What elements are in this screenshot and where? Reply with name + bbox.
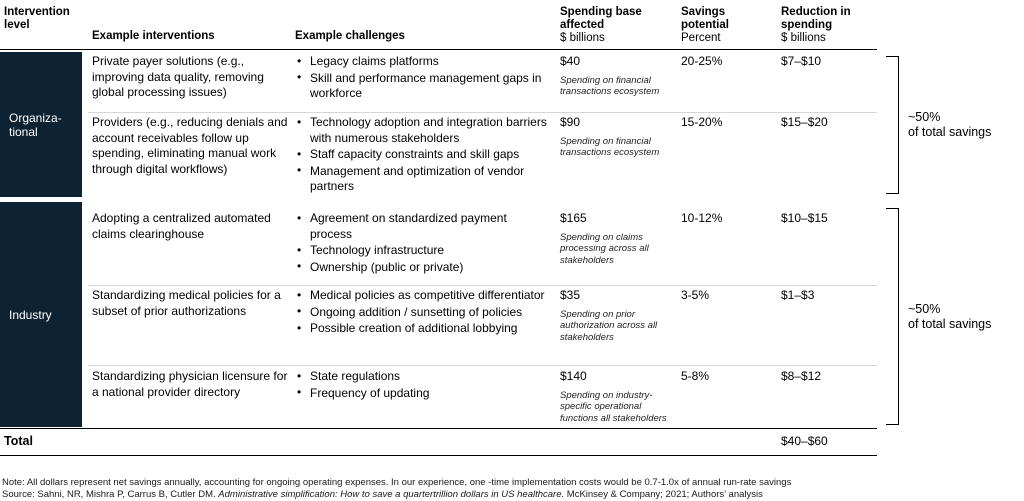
table-header <box>0 6 1024 48</box>
brace-label-industry: ~50% of total savings <box>908 302 992 331</box>
row-divider <box>88 365 877 366</box>
column-header-line1: Reduction in <box>781 6 851 18</box>
total-divider-bottom <box>0 455 877 456</box>
column-header-reduction-in-spending <box>781 6 881 45</box>
spending-base-value: $35 <box>560 288 581 302</box>
column-header-line1: Example interventions <box>92 30 215 42</box>
column-header-line2: affected <box>560 19 605 31</box>
column-header-line1: Intervention <box>4 6 70 18</box>
cell-spending-base <box>560 369 672 424</box>
cell-challenges <box>295 115 547 196</box>
table-row <box>88 288 877 360</box>
list-item: • Medical policies as competitive differentiator <box>295 288 547 304</box>
cell-intervention: Private payer solutions (e.g., improving data quality, removing global processing issues) <box>92 54 264 99</box>
total-divider-top <box>0 428 877 429</box>
source-prefix: Source: Sahni, NR, Mishra P, Carrus B, Cutler DM. <box>2 489 219 500</box>
spending-base-value: $40 <box>560 54 581 68</box>
column-header-line1: Example challenges <box>295 30 405 42</box>
column-header-line2: level <box>4 19 30 31</box>
cell-savings-potential: 15-20% <box>681 115 723 129</box>
row-divider <box>88 285 877 286</box>
column-header-line1: Savings <box>681 6 726 18</box>
list-item: • Staff capacity constraints and skill gaps <box>295 147 547 163</box>
brace-label-organizational: ~50% of total savings <box>908 110 992 139</box>
cell-intervention: Standardizing physician licensure for a national provider directory <box>92 369 288 399</box>
spending-base-note: Spending on claims processing across all stakeholders <box>560 231 649 266</box>
source-title: Administrative simplification: How to save a quartertrillion dollars in US healthcare. <box>218 489 565 500</box>
column-header-savings-potential <box>681 6 766 45</box>
cell-spending-base <box>560 115 672 159</box>
footnote-source <box>2 489 763 501</box>
table-row <box>88 115 877 195</box>
column-header-intervention-level <box>4 6 82 32</box>
cell-spending-base <box>560 54 672 98</box>
cell-savings-potential: 20-25% <box>681 54 723 68</box>
column-header-spending-base <box>560 6 672 45</box>
header-divider <box>0 49 877 50</box>
column-header-line2: spending <box>781 19 833 31</box>
list-item: • Possible creation of additional lobbying <box>295 321 547 337</box>
cell-challenges <box>295 54 547 103</box>
list-item: • Technology adoption and integration barriers with numerous stakeholders <box>295 115 547 146</box>
cell-intervention: Providers (e.g., reducing denials and account receivables follow up spending, eliminating manual work through digital workflows) <box>92 115 288 176</box>
total-reduction-value: $40–$60 <box>781 434 828 448</box>
cell-challenges <box>295 369 547 402</box>
list-item: • Technology infrastructure <box>295 243 547 259</box>
brace-industry <box>886 208 899 425</box>
cell-reduction: $10–$15 <box>781 211 828 225</box>
spending-base-note: Spending on prior authorization across all stakeholders <box>560 308 658 343</box>
list-item: • Management and optimization of vendor partners <box>295 164 547 195</box>
spending-base-note: Spending on financial transactions ecosystem <box>560 135 660 158</box>
level-label: Industry <box>9 307 52 322</box>
cell-reduction: $8–$12 <box>781 369 822 383</box>
cell-challenges <box>295 211 547 276</box>
level-block-industry <box>0 202 82 427</box>
table-row <box>88 369 877 431</box>
cell-intervention: Standardizing medical policies for a subset of prior authorizations <box>92 288 281 318</box>
cell-savings-potential: 5-8% <box>681 369 710 383</box>
cell-savings-potential: 10-12% <box>681 211 723 225</box>
list-item: • Legacy claims platforms <box>295 54 547 70</box>
total-label: Total <box>4 434 33 448</box>
cell-intervention: Adopting a centralized automated claims clearinghouse <box>92 211 271 241</box>
list-item: • State regulations <box>295 369 547 385</box>
spending-base-value: $90 <box>560 115 581 129</box>
table-row <box>88 211 877 281</box>
column-header-example-interventions <box>92 30 287 43</box>
spending-base-value: $140 <box>560 369 587 383</box>
cell-spending-base <box>560 211 672 266</box>
column-header-unit: $ billions <box>560 32 605 44</box>
list-item: • Agreement on standardized payment process <box>295 211 547 242</box>
source-suffix: McKinsey & Company; 2021; Authors’ analysis <box>564 489 763 500</box>
column-header-unit: Percent <box>681 32 721 44</box>
list-item: • Ongoing addition / sunsetting of policies <box>295 305 547 321</box>
footnote-note: Note: All dollars represent net savings annually, accounting for ongoing operating expenses. In our experience, one -time implementation costs would be 0.7-1.0x of annual run-rate savings <box>2 477 792 488</box>
list-item: • Frequency of updating <box>295 386 547 402</box>
cell-reduction: $1–$3 <box>781 288 815 302</box>
level-label: Organiza- tional <box>9 110 62 139</box>
spending-base-value: $165 <box>560 211 587 225</box>
cell-reduction: $15–$20 <box>781 115 828 129</box>
column-header-example-challenges <box>295 30 535 43</box>
brace-organizational <box>886 56 899 194</box>
spending-base-note: Spending on financial transactions ecosystem <box>560 74 660 97</box>
column-header-unit: $ billions <box>781 32 826 44</box>
cell-savings-potential: 3-5% <box>681 288 710 302</box>
row-divider <box>88 112 877 113</box>
cell-challenges <box>295 288 547 338</box>
spending-base-note: Spending on industry-specific operational functions all stakeholders <box>560 389 667 424</box>
table-row <box>88 54 877 114</box>
cell-spending-base <box>560 288 672 343</box>
list-item: • Ownership (public or private) <box>295 260 547 276</box>
list-item: • Skill and performance management gaps in workforce <box>295 71 547 102</box>
level-block-organizational <box>0 52 82 197</box>
column-header-line2: potential <box>681 19 729 31</box>
column-header-line1: Spending base <box>560 6 642 18</box>
cell-reduction: $7–$10 <box>781 54 822 68</box>
